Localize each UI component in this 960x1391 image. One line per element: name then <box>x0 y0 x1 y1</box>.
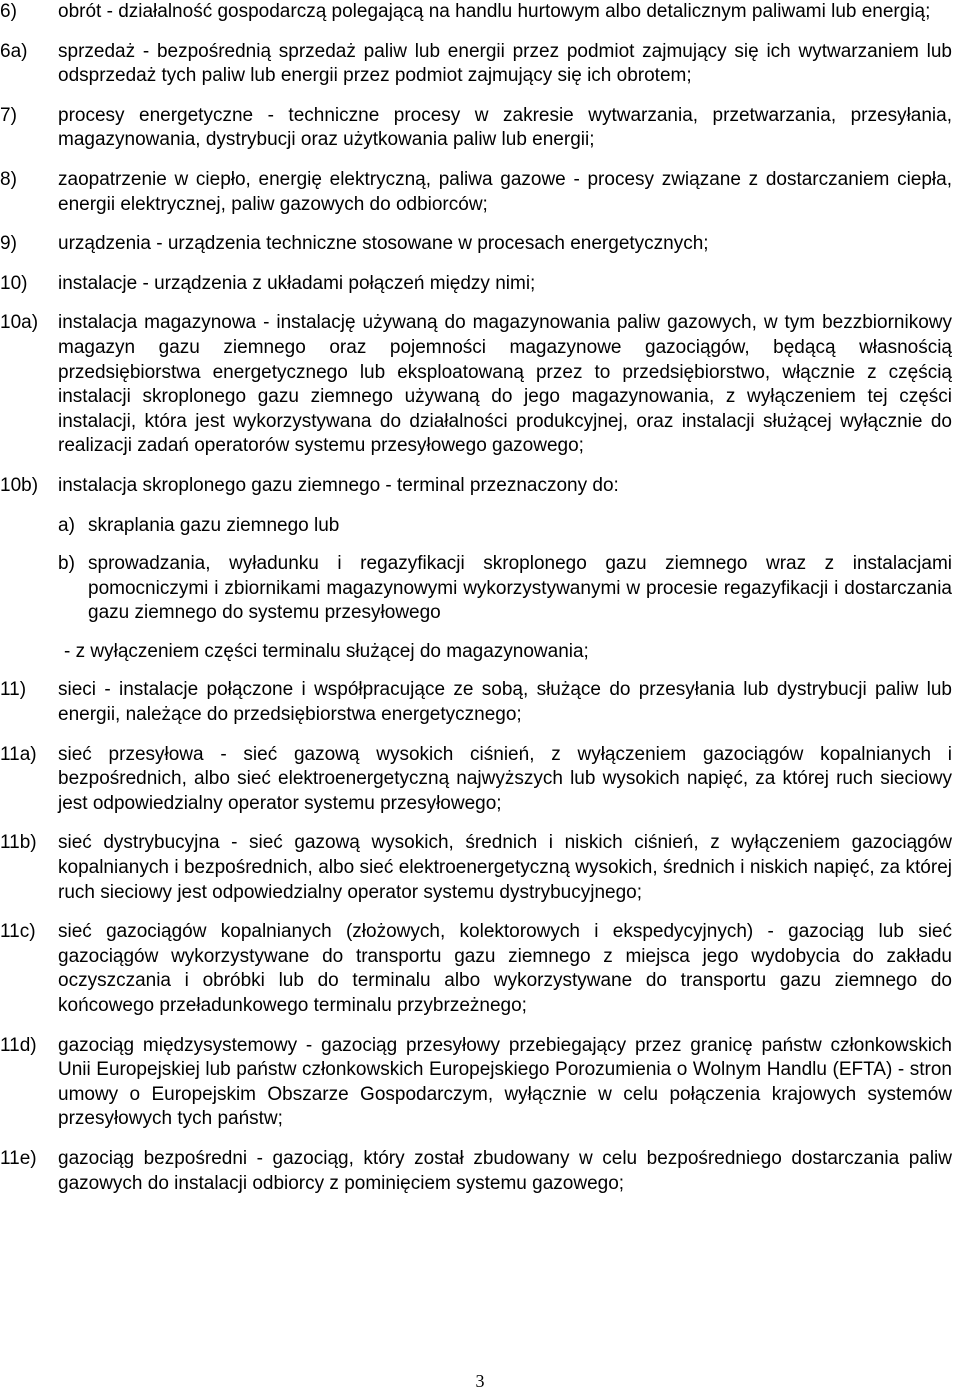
definition-item <box>0 1147 956 1196</box>
item-number: 9) <box>0 233 17 255</box>
item-number: 11e) <box>0 1147 37 1169</box>
sub-item-text: sprowadzania, wyładunku i regazyfikacji skroplonego gazu ziemnego wraz z instalacjami pomocniczymi i zbiornikami magazynowymi wykorzystywanymi w procesie regazyfikacji i dostarczania gazu ziemnego do systemu przesyłowego <box>88 553 952 624</box>
definition-item <box>0 0 956 25</box>
page-number: 3 <box>475 1371 485 1391</box>
item-text: sprzedaż - bezpośrednią sprzedaż paliw lub energii przez podmiot zajmujący się ich wytwarzaniem lub odsprzedaż tych paliw lub energii przez podmiot zajmujący się ich obrotem; <box>58 40 952 87</box>
item-text: urządzenia - urządzenia techniczne stosowane w procesach energetycznych; <box>58 233 709 255</box>
item-number: 11c) <box>0 921 36 943</box>
definition-item <box>0 272 956 297</box>
item-text: procesy energetyczne - techniczne procesy w zakresie wytwarzania, przetwarzania, przesyłania, magazynowania, dystrybucji oraz użytkowania paliw lub energii; <box>58 104 952 151</box>
item-number: 6a) <box>0 40 28 62</box>
item-text: instalacja skroplonego gazu ziemnego - terminal przeznaczony do: <box>58 474 619 496</box>
definition-item <box>0 232 956 257</box>
item-number: 10b) <box>0 474 39 496</box>
item-number: 7) <box>0 104 17 126</box>
item-number: 11d) <box>0 1034 37 1056</box>
exclusion-note: - z wyłączeniem części terminalu służącej do magazynowania; <box>64 640 589 662</box>
sub-item-label: b) <box>58 553 75 575</box>
item-number: 11) <box>0 679 27 701</box>
definition-item <box>0 831 956 905</box>
item-text: instalacje - urządzenia z układami połączeń między nimi; <box>58 272 536 294</box>
item-number: 11a) <box>0 743 37 765</box>
item-text: sieć dystrybucyjna - sieć gazową wysokich, średnich i niskich ciśnień, z wyłączeniem gazociągów kopalnianych i bezpośrednich, albo sieć elektroenergetyczną wysokich, średnich i niskich napięć, za której ruch sieciowy jest odpowiedzialny operator systemu dystrybucyjnego; <box>58 832 952 903</box>
definition-item <box>0 1034 956 1132</box>
item-number: 10) <box>0 272 28 294</box>
item-text: instalacja magazynowa - instalację używaną do magazynowania paliw gazowych, w tym bezzbiornikowy magazyn gazu ziemnego oraz pojemności magazynowe gazociągów, będącą własnością przedsiębiorstwa energetycznego lub eksploatowaną przez to przedsiębiorstwo, włącznie z częścią instalacji skroplonego gazu ziemnego używaną do jego magazynowania, z wyłączeniem tej części instalacji, która jest wykorzystywana do działalności produkcyjnej, oraz instalacji służącej wyłącznie do realizacji zadań operatorów systemu przesyłowego gazowego; <box>58 312 952 457</box>
item-number: 8) <box>0 168 17 190</box>
sub-item <box>58 552 956 626</box>
item-text: sieć gazociągów kopalnianych (złożowych, kolektorowych i ekspedycyjnych) - gazociąg lub sieć gazociągów wykorzystywane do transportu gazu ziemnego z miejsca jego wydobycia do zakładu oczyszczania i obróbki lub do terminalu albo wykorzystywane do transportu gazu ziemnego do końcowego przeładunkowego terminalu przybrzeżnego; <box>58 921 952 1016</box>
item-number: 10a) <box>0 312 39 334</box>
item-text: gazociąg międzysystemowy - gazociąg przesyłowy przebiegający przez granicę państw członkowskich Unii Europejskiej lub państw członkowskich Europejskiego Porozumienia o Wolnym Handlu (EFTA) - stron umowy o Europejskim Obszarze Gospodarczym, wyłącznie w celu połączenia krajowych systemów przesyłowych tych państw; <box>58 1034 952 1130</box>
definition-item <box>0 920 956 1018</box>
sub-item-text: skraplania gazu ziemnego lub <box>88 514 340 536</box>
sub-item <box>58 514 956 539</box>
sub-item-label: a) <box>58 514 75 536</box>
item-number: 6) <box>0 1 17 22</box>
definition-item <box>0 104 956 153</box>
item-text: sieci - instalacje połączone i współpracujące ze sobą, służące do przesyłania lub dystrybucji paliw lub energii, należące do przedsiębiorstwa energetycznego; <box>58 679 952 726</box>
item-text: gazociąg bezpośredni - gazociąg, który został zbudowany w celu bezpośredniego dostarczania paliw gazowych do instalacji odbiorcy z pominięciem systemu gazowego; <box>58 1147 952 1194</box>
item-number: 11b) <box>0 832 37 854</box>
item-text: sieć przesyłowa - sieć gazową wysokich ciśnień, z wyłączeniem gazociągów kopalnianych i bezpośrednich, albo sieć elektroenergetyczną najwyższych lub wysokich napięć, za której ruch sieciowy jest odpowiedzialny operator systemu przesyłowego; <box>58 743 952 814</box>
definition-item <box>0 743 956 817</box>
definition-item <box>0 40 956 89</box>
definition-item <box>0 474 956 499</box>
item-text: obrót - działalność gospodarczą polegającą na handlu hurtowym albo detalicznym paliwami lub energią; <box>58 1 931 22</box>
definition-item <box>0 678 956 727</box>
item-text: zaopatrzenie w ciepło, energię elektryczną, paliwa gazowe - procesy związane z dostarczaniem ciepła, energii elektrycznej, paliw gazowych do odbiorców; <box>58 168 952 215</box>
definition-item <box>0 311 956 459</box>
definition-item <box>0 168 956 217</box>
